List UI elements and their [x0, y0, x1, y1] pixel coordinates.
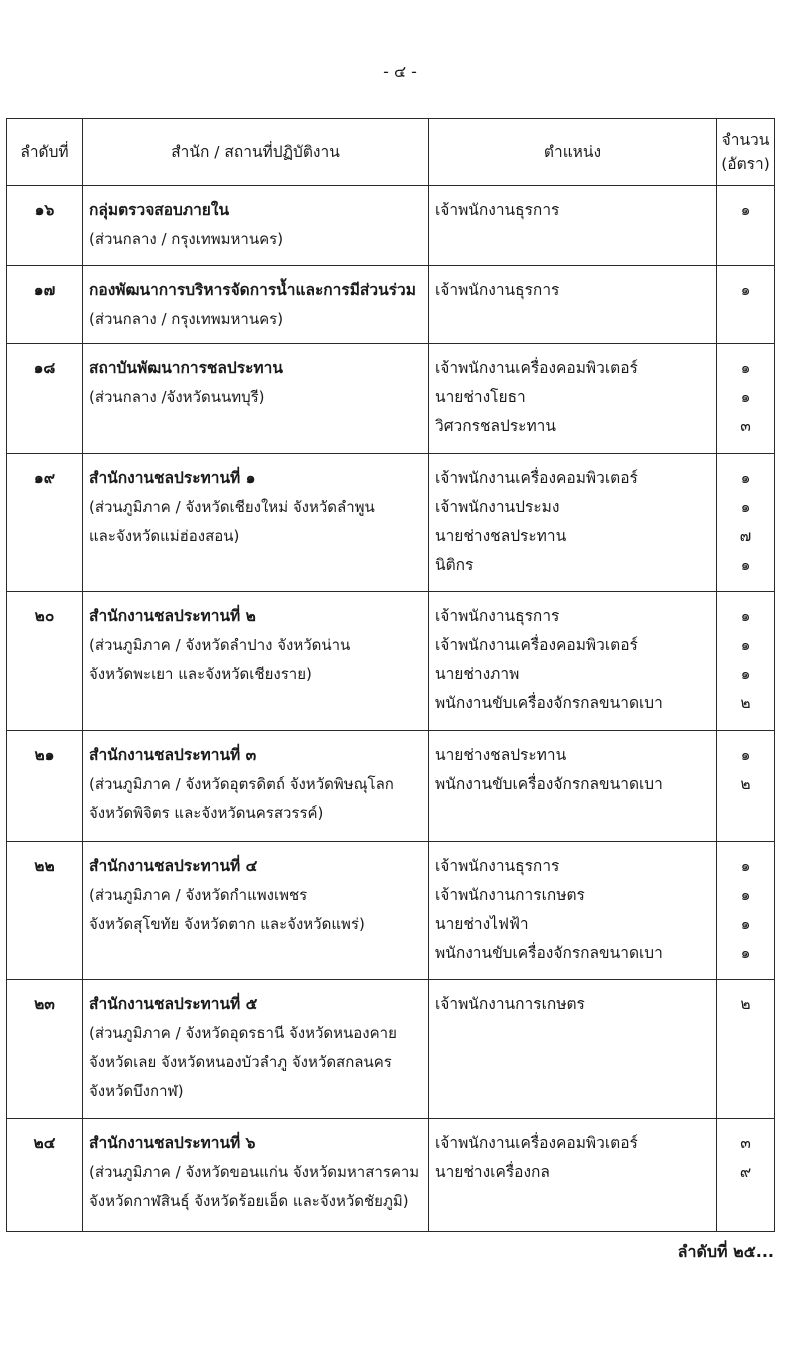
- unit-location-line: (ส่วนภูมิภาค / จังหวัดอุตรดิตถ์ จังหวัดพิษณุโลก: [89, 775, 394, 793]
- unit-location-line: จังหวัดพะเยา และจังหวัดเชียงราย): [89, 665, 312, 683]
- position-title: นายช่างโยธา: [435, 388, 526, 406]
- position-count: ๓: [740, 1134, 751, 1152]
- table-row: [7, 980, 775, 1119]
- table-header-row: [7, 119, 775, 186]
- unit-cell: [83, 980, 429, 1119]
- unit-location-line: จังหวัดกาฬสินธุ์ จังหวัดร้อยเอ็ด และจังหวัดชัยภูมิ): [89, 1192, 409, 1210]
- position-title: นายช่างเครื่องกล: [435, 1163, 550, 1181]
- position-count: ๑: [740, 281, 751, 299]
- position-count: ๑: [740, 857, 751, 875]
- unit-location-line: (ส่วนกลาง / กรุงเทพมหานคร): [89, 310, 284, 328]
- row-number: ๑๙: [7, 454, 83, 592]
- table-row: [7, 592, 775, 731]
- unit-cell: [83, 731, 429, 842]
- position-title: พนักงานขับเครื่องจักรกลขนาดเบา: [435, 775, 663, 793]
- row-number: ๒๓: [7, 980, 83, 1119]
- position-count: ๙: [739, 1163, 752, 1181]
- unit-name: สำนักงานชลประทานที่ ๑: [89, 469, 256, 487]
- row-number: ๒๒: [7, 842, 83, 980]
- position-title: พนักงานขับเครื่องจักรกลขนาดเบา: [435, 694, 663, 712]
- position-title: เจ้าพนักงานเครื่องคอมพิวเตอร์: [435, 359, 638, 377]
- position-count: ๑: [740, 915, 751, 933]
- position-count: ๑: [740, 498, 751, 516]
- position-count: ๑: [740, 944, 751, 962]
- count-cell: [717, 344, 775, 454]
- count-cell: [717, 454, 775, 592]
- position-count: ๑: [740, 636, 751, 654]
- position-title: เจ้าพนักงานเครื่องคอมพิวเตอร์: [435, 1134, 638, 1152]
- position-count: ๓: [740, 417, 751, 435]
- unit-name: สำนักงานชลประทานที่ ๓: [89, 746, 257, 764]
- unit-location-line: (ส่วนกลาง /จังหวัดนนทบุรี): [89, 388, 265, 406]
- unit-cell: [83, 266, 429, 344]
- row-number: ๒๐: [7, 592, 83, 731]
- next-page-indicator: ลำดับที่ ๒๕...: [677, 1242, 774, 1261]
- unit-cell: [83, 592, 429, 731]
- position-count: ๑: [740, 886, 751, 904]
- unit-name: สำนักงานชลประทานที่ ๔: [89, 857, 258, 875]
- page-number: - ๔ -: [383, 62, 417, 81]
- table-row: [7, 266, 775, 344]
- position-title: เจ้าพนักงานธุรการ: [435, 281, 560, 299]
- position-count: ๒: [740, 775, 751, 793]
- table-row: [7, 344, 775, 454]
- position-cell: [429, 344, 717, 454]
- count-cell: [717, 980, 775, 1119]
- table-row: [7, 1119, 775, 1232]
- position-cell: [429, 1119, 717, 1232]
- unit-cell: [83, 842, 429, 980]
- count-cell: [717, 842, 775, 980]
- position-count: ๑: [740, 556, 751, 574]
- unit-name: สำนักงานชลประทานที่ ๒: [89, 607, 256, 625]
- unit-location-line: และจังหวัดแม่ฮ่องสอน): [89, 527, 240, 545]
- position-cell: [429, 731, 717, 842]
- position-count: ๑: [740, 388, 751, 406]
- unit-name: สำนักงานชลประทานที่ ๖: [89, 1134, 256, 1152]
- unit-location-line: จังหวัดพิจิตร และจังหวัดนครสวรรค์): [89, 804, 324, 822]
- position-count: ๗: [739, 527, 752, 545]
- count-cell: [717, 266, 775, 344]
- header-no: ลำดับที่: [7, 119, 83, 186]
- position-title: นายช่างชลประทาน: [435, 746, 567, 764]
- row-number: ๑๖: [7, 186, 83, 266]
- row-number: ๑๗: [7, 266, 83, 344]
- unit-location-line: (ส่วนภูมิภาค / จังหวัดลำปาง จังหวัดน่าน: [89, 636, 351, 654]
- position-title: วิศวกรชลประทาน: [435, 417, 556, 435]
- position-count: ๑: [740, 469, 751, 487]
- position-title: เจ้าพนักงานธุรการ: [435, 201, 560, 219]
- unit-name: สถาบันพัฒนาการชลประทาน: [89, 359, 283, 377]
- unit-location-line: จังหวัดบึงกาฬ): [89, 1082, 184, 1100]
- position-cell: [429, 592, 717, 731]
- position-title: เจ้าพนักงานการเกษตร: [435, 886, 585, 904]
- unit-location-line: (ส่วนภูมิภาค / จังหวัดเชียงใหม่ จังหวัดลำพูน: [89, 498, 375, 516]
- position-cell: [429, 186, 717, 266]
- unit-name: กลุ่มตรวจสอบภายใน: [89, 201, 230, 219]
- unit-name: สำนักงานชลประทานที่ ๕: [89, 995, 258, 1013]
- row-number: ๑๘: [7, 344, 83, 454]
- position-count: ๑: [740, 607, 751, 625]
- position-count: ๑: [740, 665, 751, 683]
- unit-location-line: (ส่วนภูมิภาค / จังหวัดอุดรธานี จังหวัดหนองคาย: [89, 1024, 397, 1042]
- position-title: เจ้าพนักงานธุรการ: [435, 607, 560, 625]
- unit-cell: [83, 186, 429, 266]
- position-title: เจ้าพนักงานประมง: [435, 498, 560, 516]
- position-cell: [429, 842, 717, 980]
- unit-cell: [83, 1119, 429, 1232]
- row-number: ๒๑: [7, 731, 83, 842]
- position-cell: [429, 980, 717, 1119]
- unit-location-line: จังหวัดเลย จังหวัดหนองบัวลำภู จังหวัดสกลนคร: [89, 1053, 392, 1071]
- table-row: [7, 454, 775, 592]
- position-count: ๑: [740, 201, 751, 219]
- count-cell: [717, 1119, 775, 1232]
- position-title: นายช่างไฟฟ้า: [435, 915, 529, 933]
- unit-name: กองพัฒนาการบริหารจัดการน้ำและการมีส่วนร่วม: [89, 281, 416, 299]
- unit-location-line: (ส่วนภูมิภาค / จังหวัดกำแพงเพชร: [89, 886, 308, 904]
- position-count: ๑: [740, 746, 751, 764]
- table-row: [7, 842, 775, 980]
- table-row: [7, 731, 775, 842]
- unit-cell: [83, 454, 429, 592]
- header-unit: สำนัก / สถานที่ปฏิบัติงาน: [83, 119, 429, 186]
- count-cell: [717, 592, 775, 731]
- header-count: จำนวน (อัตรา): [717, 119, 775, 186]
- position-title: เจ้าพนักงานธุรการ: [435, 857, 560, 875]
- unit-cell: [83, 344, 429, 454]
- position-count: ๒: [740, 694, 751, 712]
- header-position: ตำแหน่ง: [429, 119, 717, 186]
- table-row: [7, 186, 775, 266]
- position-count: ๑: [740, 359, 751, 377]
- count-cell: [717, 186, 775, 266]
- position-cell: [429, 266, 717, 344]
- position-title: เจ้าพนักงานการเกษตร: [435, 995, 585, 1013]
- position-title: นิติกร: [435, 556, 474, 574]
- positions-table: [6, 118, 775, 1232]
- position-title: พนักงานขับเครื่องจักรกลขนาดเบา: [435, 944, 663, 962]
- position-title: นายช่างภาพ: [435, 665, 520, 683]
- unit-location-line: (ส่วนภูมิภาค / จังหวัดขอนแก่น จังหวัดมหาสารคาม: [89, 1163, 420, 1181]
- row-number: ๒๔: [7, 1119, 83, 1232]
- position-count: ๒: [740, 995, 751, 1013]
- position-title: นายช่างชลประทาน: [435, 527, 567, 545]
- position-title: เจ้าพนักงานเครื่องคอมพิวเตอร์: [435, 469, 638, 487]
- unit-location-line: (ส่วนกลาง / กรุงเทพมหานคร): [89, 230, 284, 248]
- position-cell: [429, 454, 717, 592]
- count-cell: [717, 731, 775, 842]
- unit-location-line: จังหวัดสุโขทัย จังหวัดตาก และจังหวัดแพร่): [89, 915, 365, 933]
- position-title: เจ้าพนักงานเครื่องคอมพิวเตอร์: [435, 636, 638, 654]
